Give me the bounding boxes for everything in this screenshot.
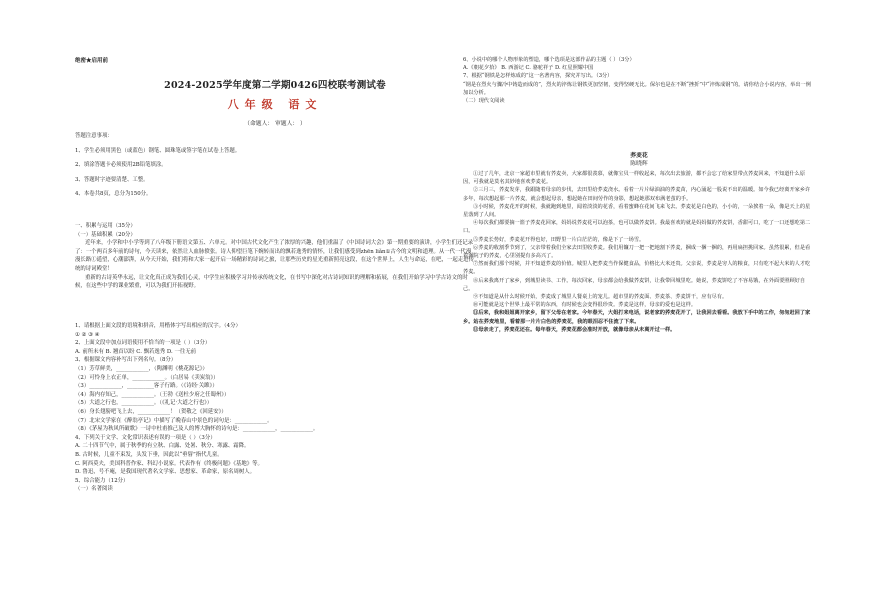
question-line: A. 前所未有 B. 翘首以盼 C. 飘若逸秀 D. 一往无前 [75, 348, 197, 355]
article-author: 陈晓辉 [630, 161, 648, 167]
question-line: A. 二十四节气中，属于秋季的有立秋、白露、处暑、秋分、寒露、霜降。 [75, 443, 250, 450]
article-paragraph: ⑧后来我离开了家乡，到城里读书、工作。每次回家，母亲都会给我做荞麦饼，让我带回城里吃。她说，荞麦饼吃了不容易饿，在外面要照顾好自己。 [463, 277, 806, 292]
instructions [75, 132, 475, 199]
confidential-label: 绝密★启用前 [75, 58, 109, 64]
article-paragraph: ⑪后来，我和姐姐离开家乡，留下父母在老家。今年春天，大姐打来电话，说老家的荞麦花开了，让我回去看看。我放下手中的工作，匆匆赶回了家乡。站在荞麦地里，看着那一片片白色的荞麦花，我的眼泪忍不住流了下来。 [463, 310, 811, 325]
question-line: 5、综合能力（12分） [75, 477, 129, 484]
question-line: （4）海内存知己，____________。（王勃《送杜少府之任蜀州》） [75, 391, 230, 398]
question-line: 4、下列关于文学、文化常识表述有误的一项是（ ）（3分） [75, 434, 216, 441]
question-line: B. 古时候，儿童不束发，头发下垂，因此以“垂髫”指代儿童。 [75, 451, 223, 458]
question-line: （6）身长翅膀吧飞上去，____________！（贺敬之《回延安》） [75, 408, 227, 415]
question-line: 2、上面文段中加点词语使用不恰当的一项是（ ）（3分） [75, 340, 211, 347]
article-paragraph: ④每次我们都要摘一篮子荞麦花回家，妈妈说荞麦花可以泡茶，也可以做荞麦饼。我最喜欢的就是妈妈做的荞麦饼，香甜可口，吃了一口还想吃第二口。 [463, 220, 811, 235]
instruction-item: 1、学生必须用黑色（或蓝色）钢笔、圆珠笔或签字笔在试卷上答题。 [75, 147, 241, 154]
question-line: 6、小说中的哪个人物形象的塑造，哪个选项是这部作品的主题（ ）（3分） [463, 57, 635, 63]
question-list [75, 322, 475, 494]
subsection-heading: （一）基础积累（20分） [75, 231, 136, 238]
article-paragraph: ⑫母亲走了，荞麦花还在。每年春天，荞麦花都会准时开放，就像母亲从未离开过一样。 [473, 326, 676, 333]
article-body [463, 170, 815, 334]
passage-paragraph: 近年来，小学和中小学等到了八年级下册语文第五、六单元。对中国古代文化产生了浓厚的兴趣，他们重温了《中国诗词大会》第一期重要的演讲，小学生们还记录了：一个两百多年前的诗句，今天读来，依然让人血脉偾张。诗人仰望巨笔下婉转而出的飘若逸秀的情怀，让我们感受到zhēn liǎn①古今的文明和道理。从一代一代漫漫长路①遥望，心潮澎湃，从今天开始，我们将和大家一起开启一场精彩的诗词之旅，让那些历史的星光重新照亮这段，在这个世界上，人生与命运，在吧，一起走进传统的诗词殿堂！ [75, 240, 474, 272]
question-line: 3、根据课文内容补写出下列名句。（8分） [75, 357, 177, 364]
question-line: ① ② ③ ④ [75, 331, 100, 338]
article-paragraph: ⑤荞麦长势好，荞麦花开得也好，田野里一片白茫茫的，像是下了一场雪。 [473, 236, 645, 243]
question-line: （5）大道之行也，____________。（《礼记·大道之行也》） [75, 400, 213, 407]
question-line: A.《朝花夕拾》 B. 西游记 C. 骆驼祥子 D. 红星照耀中国 [463, 65, 594, 72]
question-line: （3）____________，__________客子行路。（《诗经·关雎》） [75, 383, 218, 390]
article-paragraph: ⑩可能就是这个世界上最平常的东西，有时候也会变得很珍贵。荞麦是这样，母亲的爱也是这样。 [473, 302, 697, 309]
instruction-item: 4、本卷共8页，总分为150分。 [75, 191, 152, 198]
right-top-questions [463, 56, 815, 105]
question-line: （1）芳草鲜美，____________，（陶渊明《桃花源记》） [75, 365, 208, 372]
article-paragraph: ③小时候，荞麦花开的时候，我就跑到地里，闻着淡淡的花香，看着蜜蜂在花间飞来飞去。荞麦花是白色的，小小的，一朵挨着一朵，像是天上的星星落到了人间。 [463, 203, 811, 219]
author-line: （命题人： 审题人： ） [244, 121, 306, 127]
question-line: （7）北宋文学家在《醉翁亭记》中描写了晚春山中景色的词句是：____________。 [75, 417, 273, 424]
instructions-heading: 答题注意事项： [75, 133, 113, 139]
question-line: 1、请根据上面文段的语境和拼音，用楷体字写出相应的汉字。（4分） [75, 323, 241, 329]
article-paragraph: ⑨不知道是从什么时候开始，荞麦成了城里人餐桌上的宠儿。超市里的荞麦面、荞麦茶、荞麦饼干，应有尽有。 [473, 294, 728, 301]
article-paragraph: ②三月三，荞麦发芽，我跟随着母亲的步伐，去田里给荞麦浇水。看着一片片绿油油的荞麦苗，内心涌起一股说不出的温暖。如今我已经离开家乡许多年，每次想起那一片荞麦，就会想起母亲，想起她在田间劳作的身影，想起她那双布满老茧的手。 [463, 187, 811, 202]
question-line: （2）可怜身上衣正单，____________。（白居易《卖炭翁》） [75, 374, 219, 381]
question-line: （一）名著阅读 [75, 486, 113, 493]
section-one [75, 222, 475, 291]
grade-subject: 八年级 语文 [227, 98, 323, 111]
question-line: （8）《茅屋为秋风所破歌》一诗中杜甫推己及人的博大胸怀的诗句是：____________，____________。 [75, 426, 319, 433]
section-heading: 一、积累与运用（35分） [75, 223, 136, 229]
article-paragraph: ⑥荞麦的收割季节到了，父亲带着我们全家去田里收荞麦。我们用镰刀一把一把地割下荞麦，捆成一捆一捆的，再用扁担挑回家。虽然很累，但是看着满院子的荞麦，心里别提有多高兴了。 [463, 244, 811, 260]
question-line: 7、根据“钢铁是怎样炼成的”这一名著内容，探究并写出。（3分） [463, 73, 613, 80]
article-title: 荞麦花 [630, 153, 648, 159]
question-line: C. 阿西莫夫，美国科普作家、科幻小说家。代表作有《终极问题》《基地》等。 [75, 460, 263, 467]
instruction-item: 3、答题时字迹要清楚、工整。 [75, 176, 149, 183]
instruction-item: 2、填涂答题卡必须使用2B铅笔填涂。 [75, 162, 167, 169]
article-paragraph: ①过了几年，北京一家超市里就有荞麦卖，大家都很羡慕，就像宝贝一样收起来，每次出去旅游，都不会忘了给家里带点荞麦回来，不知道什么原因，可我就是莫名其妙地喜欢荞麦花。 [463, 171, 806, 186]
question-line: “钢是在烈火与骤冷中铸造而成的”，烈火的淬炼让钢铁更加坚韧，变得坚硬无比。保尔也是在不断“挫折”中“淬炼成钢”的。请你结合小说内容，举出一例加以分析。 [463, 81, 811, 96]
passage-paragraph: 重新的古诗英华永远，让文化真正成为我们心灵，中学生应积极学习并传承传统文化，在书写中深化对古诗词知识的理解和拓展，在我们开始学习中学古诗文的时候，在这些中学的课业繁重，可以为我们开拓视野。 [75, 274, 468, 290]
question-line: D. 鲁迅，号不庵，是我国现代著名文学家、思想家、革命家，原名周树人。 [75, 469, 256, 476]
article-paragraph: ⑦然而我们那个时候，并不知道荞麦的价值。城里人把荞麦当作保健食品，价格比大米还贵。父亲说，荞麦是穷人的粮食，只有吃不起大米的人才吃荞麦。 [463, 261, 811, 276]
exam-title: 2024-2025学年度第二学期0426四校联考测试卷 [164, 80, 386, 91]
section-heading: （二）现代文阅读 [463, 98, 505, 105]
